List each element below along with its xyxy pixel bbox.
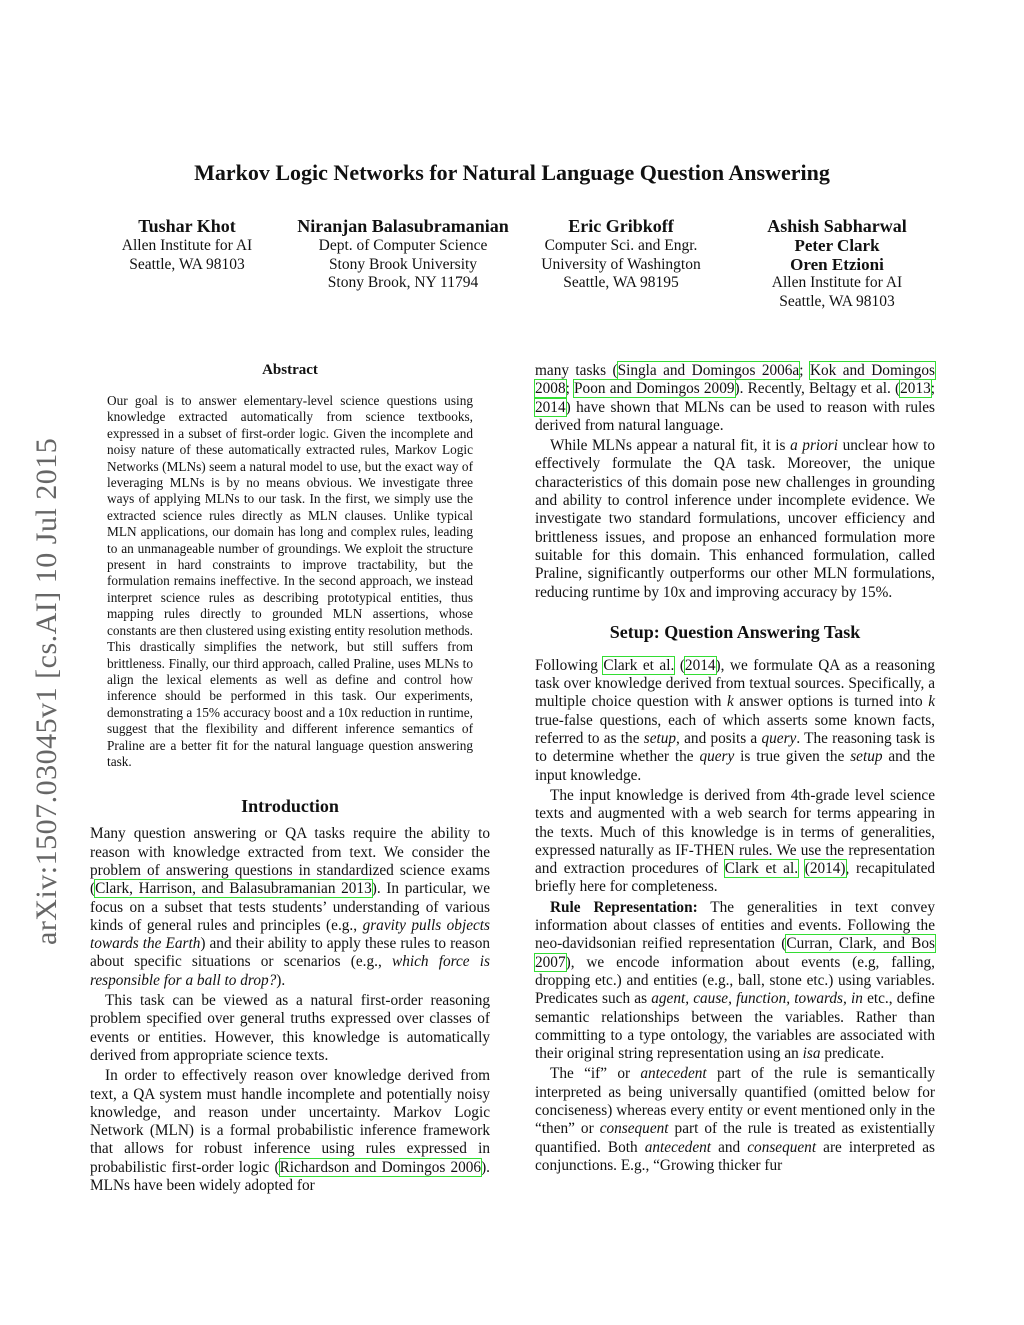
author-affiliation: Allen Institute for AI — [771, 274, 903, 291]
author-name: Oren Etzioni — [790, 254, 884, 274]
intro-paragraph-4: many tasks (Singla and Domingos 2006a; Kok and Domingos 2008; Poon and Domingos 2009). Recently, Beltagy et al. (2013; 2014) have shown that MLNs can be used to reason with rules derived from natural language. — [535, 362, 936, 434]
abstract-heading: Abstract — [262, 362, 318, 378]
citation-link[interactable]: Curran, Clark, and Bos 2007 — [535, 935, 935, 971]
author-name: Eric Gribkoff — [568, 216, 674, 236]
author-affiliation: Dept. of Computer Science — [318, 237, 488, 254]
arxiv-stamp: arXiv:1507.03045v1 [cs.AI] 10 Jul 2015 — [30, 437, 63, 945]
citation-link[interactable]: Clark, Harrison, and Balasubramanian 2013 — [95, 880, 372, 898]
author-affiliation: University of Washington — [541, 255, 701, 273]
introduction-heading: Introduction — [241, 796, 339, 817]
author-2 — [283, 216, 523, 293]
author-affiliation: Computer Sci. and Engr. — [544, 237, 698, 254]
author-address: Stony Brook, NY 11794 — [327, 274, 479, 291]
author-address: Seattle, WA 98195 — [563, 274, 679, 291]
right-column — [535, 362, 935, 1175]
antecedent-paragraph: The “if” or antecedent part of the rule is semantically interpreted as being universally quantified (omitted below for conciseness) whereas every entity or event mentioned only in the “then” or consequent part of the rule is treated as existentially quantified. Both antecedent and consequent are interpreted as conjunctions. E.g., “Growing thicker fur — [535, 1065, 935, 1174]
citation-link[interactable]: (2014) — [804, 860, 846, 878]
citation-link[interactable]: Poon and Domingos 2009 — [574, 380, 735, 398]
citation-link[interactable]: Richardson and Domingos 2006 — [279, 1158, 482, 1176]
author-affiliation: Stony Brook University — [328, 255, 478, 273]
setup-heading: Setup: Question Answering Task — [609, 621, 861, 642]
citation-link[interactable]: Kok and Domingos 2008 — [535, 362, 936, 398]
citation-link[interactable]: Clark et al. — [724, 860, 799, 878]
author-name: Ashish Sabharwal — [767, 216, 907, 236]
setup-paragraph-1: Following Clark et al. (2014), we formulate QA as a reasoning task over knowledge derived from textual sources. Specifically, a multiple choice question with k answer options is turned into k true-false questions, each of which asserts some known facts, referred to as the setup, and posits a query. The reasoning task is to determine whether the query is true given the setup and the input knowledge. — [535, 656, 935, 784]
intro-paragraph-2: This task can be viewed as a natural first-order reasoning problem specified over general truths expressed over classes of events or entities. However, this knowledge is automatically derived from appropriate science texts. — [90, 992, 490, 1064]
intro-paragraph-3: In order to effectively reason over knowledge derived from text, a QA system must handle incomplete and potentially noisy knowledge, and reason under uncertainty. Markov Logic Network (MLN) is a formal probabilistic inference framework that allows for robust inference using rules expressed in probabilistic first-order logic (Richardson and Domingos 2006). MLNs have been widely adopted for — [90, 1067, 490, 1194]
author-4 — [744, 216, 930, 311]
author-affiliation: Allen Institute for AI — [121, 237, 253, 254]
author-address: Seattle, WA 98103 — [129, 255, 245, 273]
author-1 — [101, 216, 273, 274]
paper-title: Markov Logic Networks for Natural Language Question Answering — [194, 160, 830, 185]
intro-paragraph-1: Many question answering or QA tasks require the ability to reason with knowledge extracted from text. We consider the problem of answering questions in standardized science exams (Clark, Harrison, and Balasubramanian 2013). In particular, we focus on a subset that tests students’ understanding of various kinds of general rules and principles (e.g., gravity pulls objects towards the Earth) and their ability to apply these rules to reason about specific situations or scenarios (e.g., which force is responsible for a ball to drop?). — [90, 825, 490, 989]
left-column — [90, 362, 490, 1195]
citation-link[interactable]: Singla and Domingos 2006a — [617, 362, 800, 379]
author-name: Peter Clark — [794, 236, 880, 255]
citation-link[interactable]: 2014 — [684, 656, 716, 674]
author-name: Tushar Khot — [138, 216, 236, 236]
author-3 — [525, 216, 717, 293]
rule-representation-paragraph: Rule Representation: The generalities in text convey information about classes of entities and events. Following the neo-davidsonian reified representation (Curran, Clark, and Bos 2007), we encode information about events (e.g, falling, dropping etc.) and entities (e.g., ball, stone etc.) using variables. Predicates such as agent, cause, function, towards, in etc., define semantic relationships between the variables. Rather than committing to a type ontology, the variables are associated with their original string representation using an isa predicate. — [535, 898, 935, 1063]
citation-link[interactable]: 2014 — [535, 398, 566, 416]
intro-paragraph-5: While MLNs appear a natural fit, it is a priori unclear how to effectively formulate the QA task. Moreover, the unique characteristics of this domain pose new challenges in grounding and ability to control inference under incomplete evidence. We investigate two standard formulations, uncover efficiency and brittleness issues, and propose an enhanced formulation more suitable for this domain. This enhanced formulation, called Praline, significantly outperforms our other MLN formulations, reducing runtime by 10x and improving accuracy by 15%. — [535, 437, 935, 601]
author-address: Seattle, WA 98103 — [779, 292, 895, 310]
abstract-text: Our goal is to answer elementary-level science questions using knowledge extracted automatically from science textbooks, expressed in a subset of first-order logic. Given the incomplete and noisy nature of these automatically extracted rules, Markov Logic Networks (MLNs) seem a natural model to use, but the exact way of leveraging MLNs is by no means obvious. We investigate three ways of applying MLNs to our task. In the first, we simply use the extracted science rules directly as MLN clauses. Unlike typical MLN applications, our domain has long and complex rules, leading to an unmanageable number of groundings. We exploit the structure present in hard constraints to improve tractability, but the formulation remains ineffective. In the second approach, we instead interpret science rules as describing prototypical entities, thus mapping rules directly to grounded MLN assertions, whose constants are then clustered using existing entity resolution methods. This drastically simplifies the network, but still suffers from brittleness. Finally, our third approach, called Praline, uses MLNs to align the lexical elements as well as define and control how inference should be performed in this task. Our experiments, demonstrating a 15% accuracy boost and a 10x reduction in runtime, suggest that the flexibility and different inference semantics of Praline are a better fit for the natural language question answering task. — [107, 393, 473, 769]
citation-link[interactable]: 2013 — [900, 380, 931, 398]
citation-link[interactable]: Clark et al. — [603, 656, 675, 674]
author-block — [0, 216, 1024, 316]
author-name: Niranjan Balasubramanian — [297, 216, 509, 236]
setup-paragraph-2: The input knowledge is derived from 4th-grade level science texts and augmented with a web search for terms appearing in the texts. Much of this knowledge is in terms of generalities, expressed naturally as IF-THEN rules. We use the representation and extraction procedures of Clark et al. (2014), recapitulated briefly here for completeness. — [535, 786, 936, 896]
